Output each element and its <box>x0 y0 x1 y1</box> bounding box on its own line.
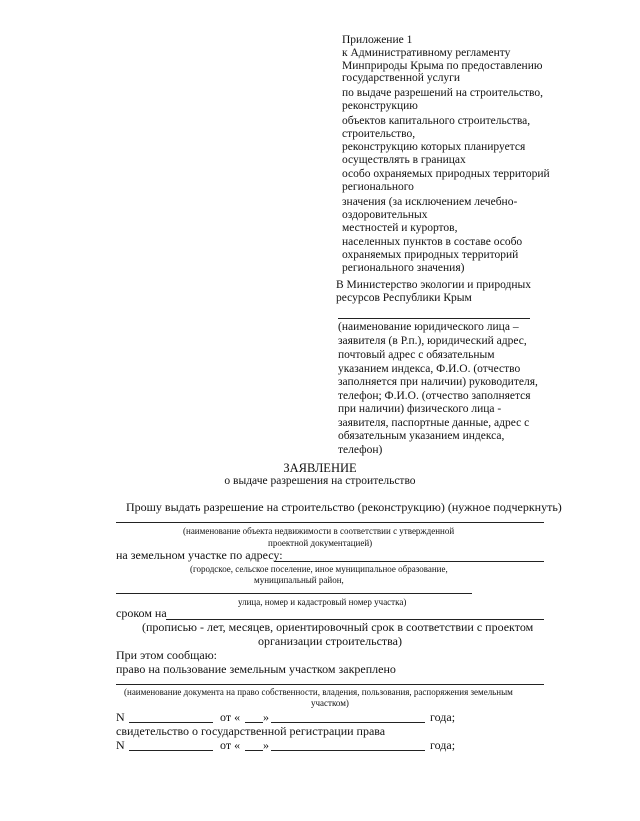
appendix-line: по выдаче разрешений на строительство, <box>342 87 544 99</box>
term-label: сроком на <box>116 606 167 620</box>
appendix-line: местностей и курортов, <box>342 222 458 234</box>
appendix-line: Минприроды Крыма по предоставлению <box>342 60 543 72</box>
month-blank <box>271 750 425 751</box>
request-text: Прошу выдать разрешение на строительство (реконструкцию) (нужное подчеркнуть) <box>126 500 562 514</box>
number-blank <box>129 722 213 723</box>
applicant-hint-line: при наличии) физического лица - <box>338 403 502 415</box>
month-blank <box>271 722 425 723</box>
day-blank <box>245 722 263 723</box>
date-from-label: от « <box>220 710 241 724</box>
applicant-hint-line: обязательным указанием индекса, <box>338 430 505 442</box>
address-blank <box>274 561 544 562</box>
object-name-blank <box>116 522 544 523</box>
appendix-line: Приложение 1 <box>342 34 413 46</box>
address-label: на земельном участке по адресу: <box>116 548 283 562</box>
document-title: ЗАЯВЛЕНИЕ <box>283 461 357 475</box>
applicant-hint-line: (наименование юридического лица – <box>338 321 519 333</box>
applicant-hint-line: указанием индекса, Ф.И.О. (отчество <box>338 363 521 375</box>
applicant-blank-line <box>338 318 530 319</box>
appendix-line: объектов капитального строительства, <box>342 115 531 127</box>
appendix-line: строительство, <box>342 128 416 140</box>
appendix-line: государственной услуги <box>342 72 461 84</box>
appendix-line: регионального <box>342 181 414 193</box>
number-blank <box>129 750 213 751</box>
addressee-line: ресурсов Республики Крым <box>336 292 472 304</box>
year-label: года; <box>430 710 456 724</box>
applicant-hint-line: заявителя, паспортные данные, адрес с <box>338 417 530 429</box>
n-label: N <box>116 710 125 724</box>
term-hint: (прописью - лет, месяцев, ориентировочный срок в соответствии с проектом <box>142 620 534 634</box>
appendix-line: значения (за исключением лечебно- <box>342 196 518 208</box>
n-label: N <box>116 738 125 752</box>
year-label: года; <box>430 738 456 752</box>
address-blank-2 <box>116 593 472 594</box>
object-hint: (наименование объекта недвижимости в соответствии с утвержденной <box>183 526 455 536</box>
appendix-line: особо охраняемых природных территорий <box>342 168 550 180</box>
appendix-line: охраняемых природных территорий <box>342 249 519 261</box>
date-from-label: от « <box>220 738 241 752</box>
applicant-hint-line: заполняется при наличии) руководителя, <box>338 376 538 388</box>
document-hint: (наименование документа на право собственности, владения, пользования, распоряжения земельным <box>124 687 513 697</box>
report-text: При этом сообщаю: <box>116 648 217 662</box>
document-blank <box>116 684 544 685</box>
appendix-line: реконструкцию <box>342 100 418 112</box>
land-right-text: право на пользование земельным участком закреплено <box>116 662 396 676</box>
document-subtitle: о выдаче разрешения на строительство <box>224 475 416 487</box>
applicant-hint-line: почтовый адрес с обязательным <box>338 349 495 361</box>
appendix-line: к Административному регламенту <box>342 47 511 59</box>
quote-close: » <box>263 710 269 724</box>
address-hint: (городское, сельское поселение, иное муниципальное образование, <box>190 564 448 574</box>
appendix-line: населенных пунктов в составе особо <box>342 236 523 248</box>
quote-close: » <box>263 738 269 752</box>
addressee-line: В Министерство экологии и природных <box>336 279 531 291</box>
applicant-hint-line: телефон) <box>338 444 383 456</box>
object-hint: проектной документацией) <box>268 538 373 548</box>
address-hint: муниципальный район, <box>254 575 344 585</box>
appendix-line: реконструкцию которых планируется <box>342 141 526 153</box>
certificate-text: свидетельство о государственной регистрации права <box>116 724 386 738</box>
appendix-line: регионального значения) <box>342 262 465 274</box>
day-blank <box>245 750 263 751</box>
document-hint: участком) <box>311 698 349 708</box>
appendix-line: оздоровительных <box>342 209 428 221</box>
term-hint: организации строительства) <box>258 634 402 648</box>
appendix-line: осуществлять в границах <box>342 154 466 166</box>
applicant-hint-line: заявителя (в Р.п.), юридический адрес, <box>338 335 527 347</box>
applicant-hint-line: телефон; Ф.И.О. (отчество заполняется <box>338 390 531 402</box>
address-hint: улица, номер и кадастровый номер участка) <box>238 597 407 607</box>
